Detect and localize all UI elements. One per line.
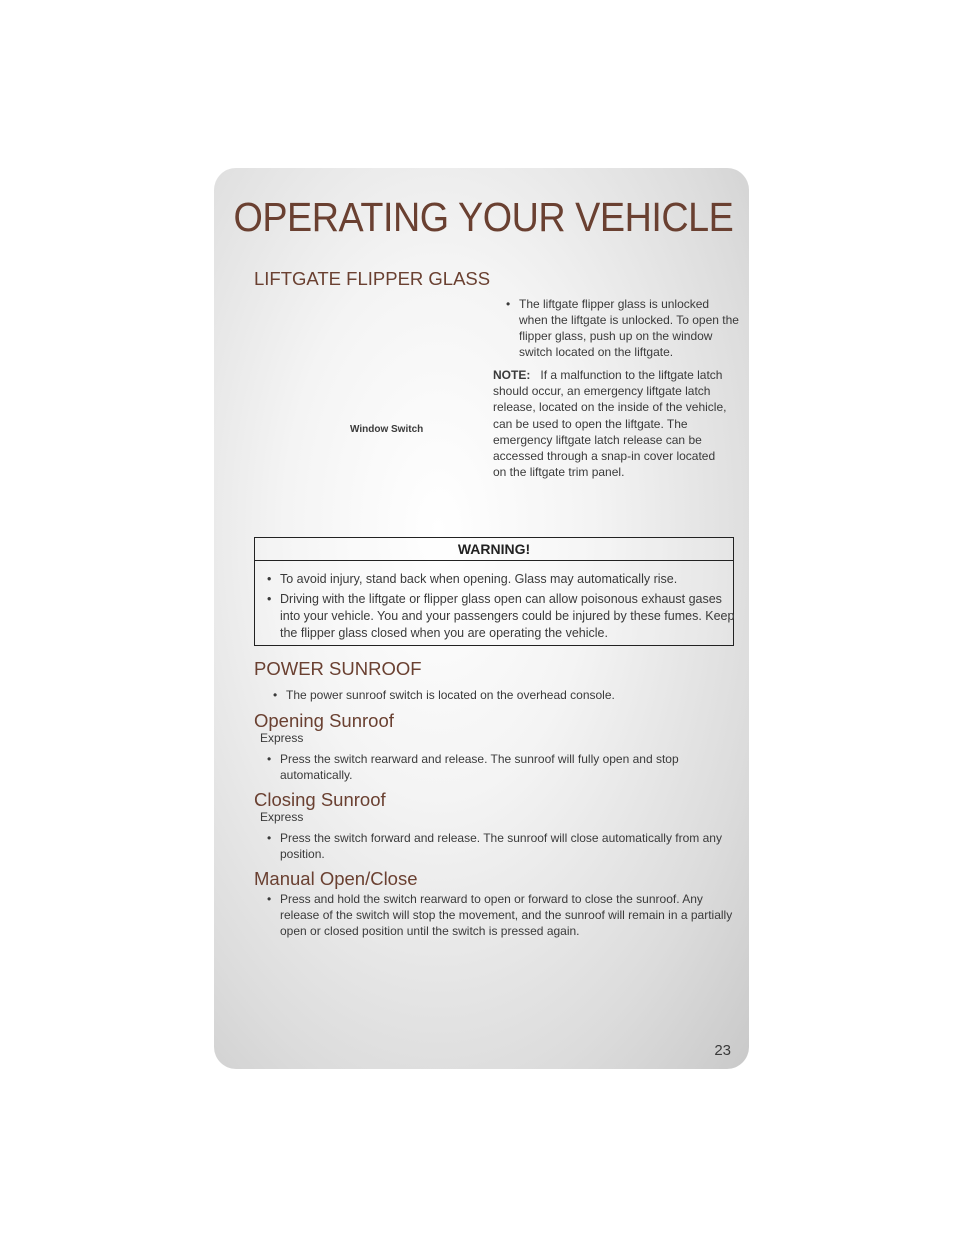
- bullet-dot: •: [506, 297, 511, 311]
- manual-bullet: [267, 891, 740, 939]
- bullet-dot: •: [267, 572, 272, 586]
- warning-item-text: To avoid injury, stand back when opening. Glass may automatically rise.: [280, 572, 678, 586]
- manual-page: [214, 168, 749, 1069]
- bullet-dot: •: [267, 831, 272, 845]
- liftgate-bullet-text: The liftgate flipper glass is unlocked when the liftgate is unlocked. To open the flipper glass, push up on the window switch located on the liftgate.: [519, 297, 739, 359]
- note-text: If a malfunction to the liftgate latch should occur, an emergency liftgate latch release, located on the inside of the vehicle, can be used to open the liftgate. The emergency liftgate latch release can be accessed through a snap-in cover located on the liftgate trim panel.: [493, 368, 727, 480]
- sunroof-title: POWER SUNROOF: [254, 658, 422, 679]
- closing-bullet: [267, 830, 742, 862]
- opening-bullet-text: Press the switch rearward and release. The sunroof will fully open and stop automatically.: [280, 752, 679, 782]
- warning-item-text: Driving with the liftgate or flipper glass open can allow poisonous exhaust gases into your vehicle. You and your passengers could be injured by these fumes. Keep the flipper glass closed when you are operating the vehicle.: [280, 592, 735, 640]
- warning-title: WARNING!: [255, 538, 733, 561]
- warning-item: [267, 571, 735, 588]
- note-label: NOTE:: [493, 368, 531, 382]
- bullet-dot: •: [267, 752, 272, 766]
- figure-caption: Window Switch: [350, 424, 424, 435]
- closing-bullet-text: Press the switch forward and release. The sunroof will close automatically from any position.: [280, 831, 722, 861]
- closing-express-label: Express: [260, 810, 304, 824]
- bullet-dot: •: [273, 688, 278, 702]
- opening-express-label: Express: [260, 731, 304, 745]
- warning-item: [267, 591, 735, 642]
- bullet-dot: •: [267, 592, 272, 606]
- bullet-dot: •: [267, 892, 272, 906]
- closing-sunroof-title: Closing Sunroof: [254, 789, 386, 810]
- opening-bullet: [267, 751, 720, 783]
- sunroof-bullet-text: The power sunroof switch is located on the overhead console.: [286, 688, 615, 702]
- warning-box: [254, 537, 734, 646]
- opening-sunroof-title: Opening Sunroof: [254, 710, 394, 731]
- sunroof-bullet: [273, 687, 726, 703]
- liftgate-note: [493, 367, 731, 480]
- liftgate-title: LIFTGATE FLIPPER GLASS: [254, 268, 491, 289]
- manual-open-close-title: Manual Open/Close: [254, 868, 418, 889]
- section-header: OPERATING YOUR VEHICLE: [233, 194, 733, 240]
- page-number: 23: [714, 1042, 731, 1059]
- manual-bullet-text: Press and hold the switch rearward to open or forward to close the sunroof. Any release of the switch will stop the movement, and the sunroof will remain in a partially open or closed position until the switch is pressed again.: [280, 892, 733, 938]
- liftgate-bullet: [506, 296, 741, 360]
